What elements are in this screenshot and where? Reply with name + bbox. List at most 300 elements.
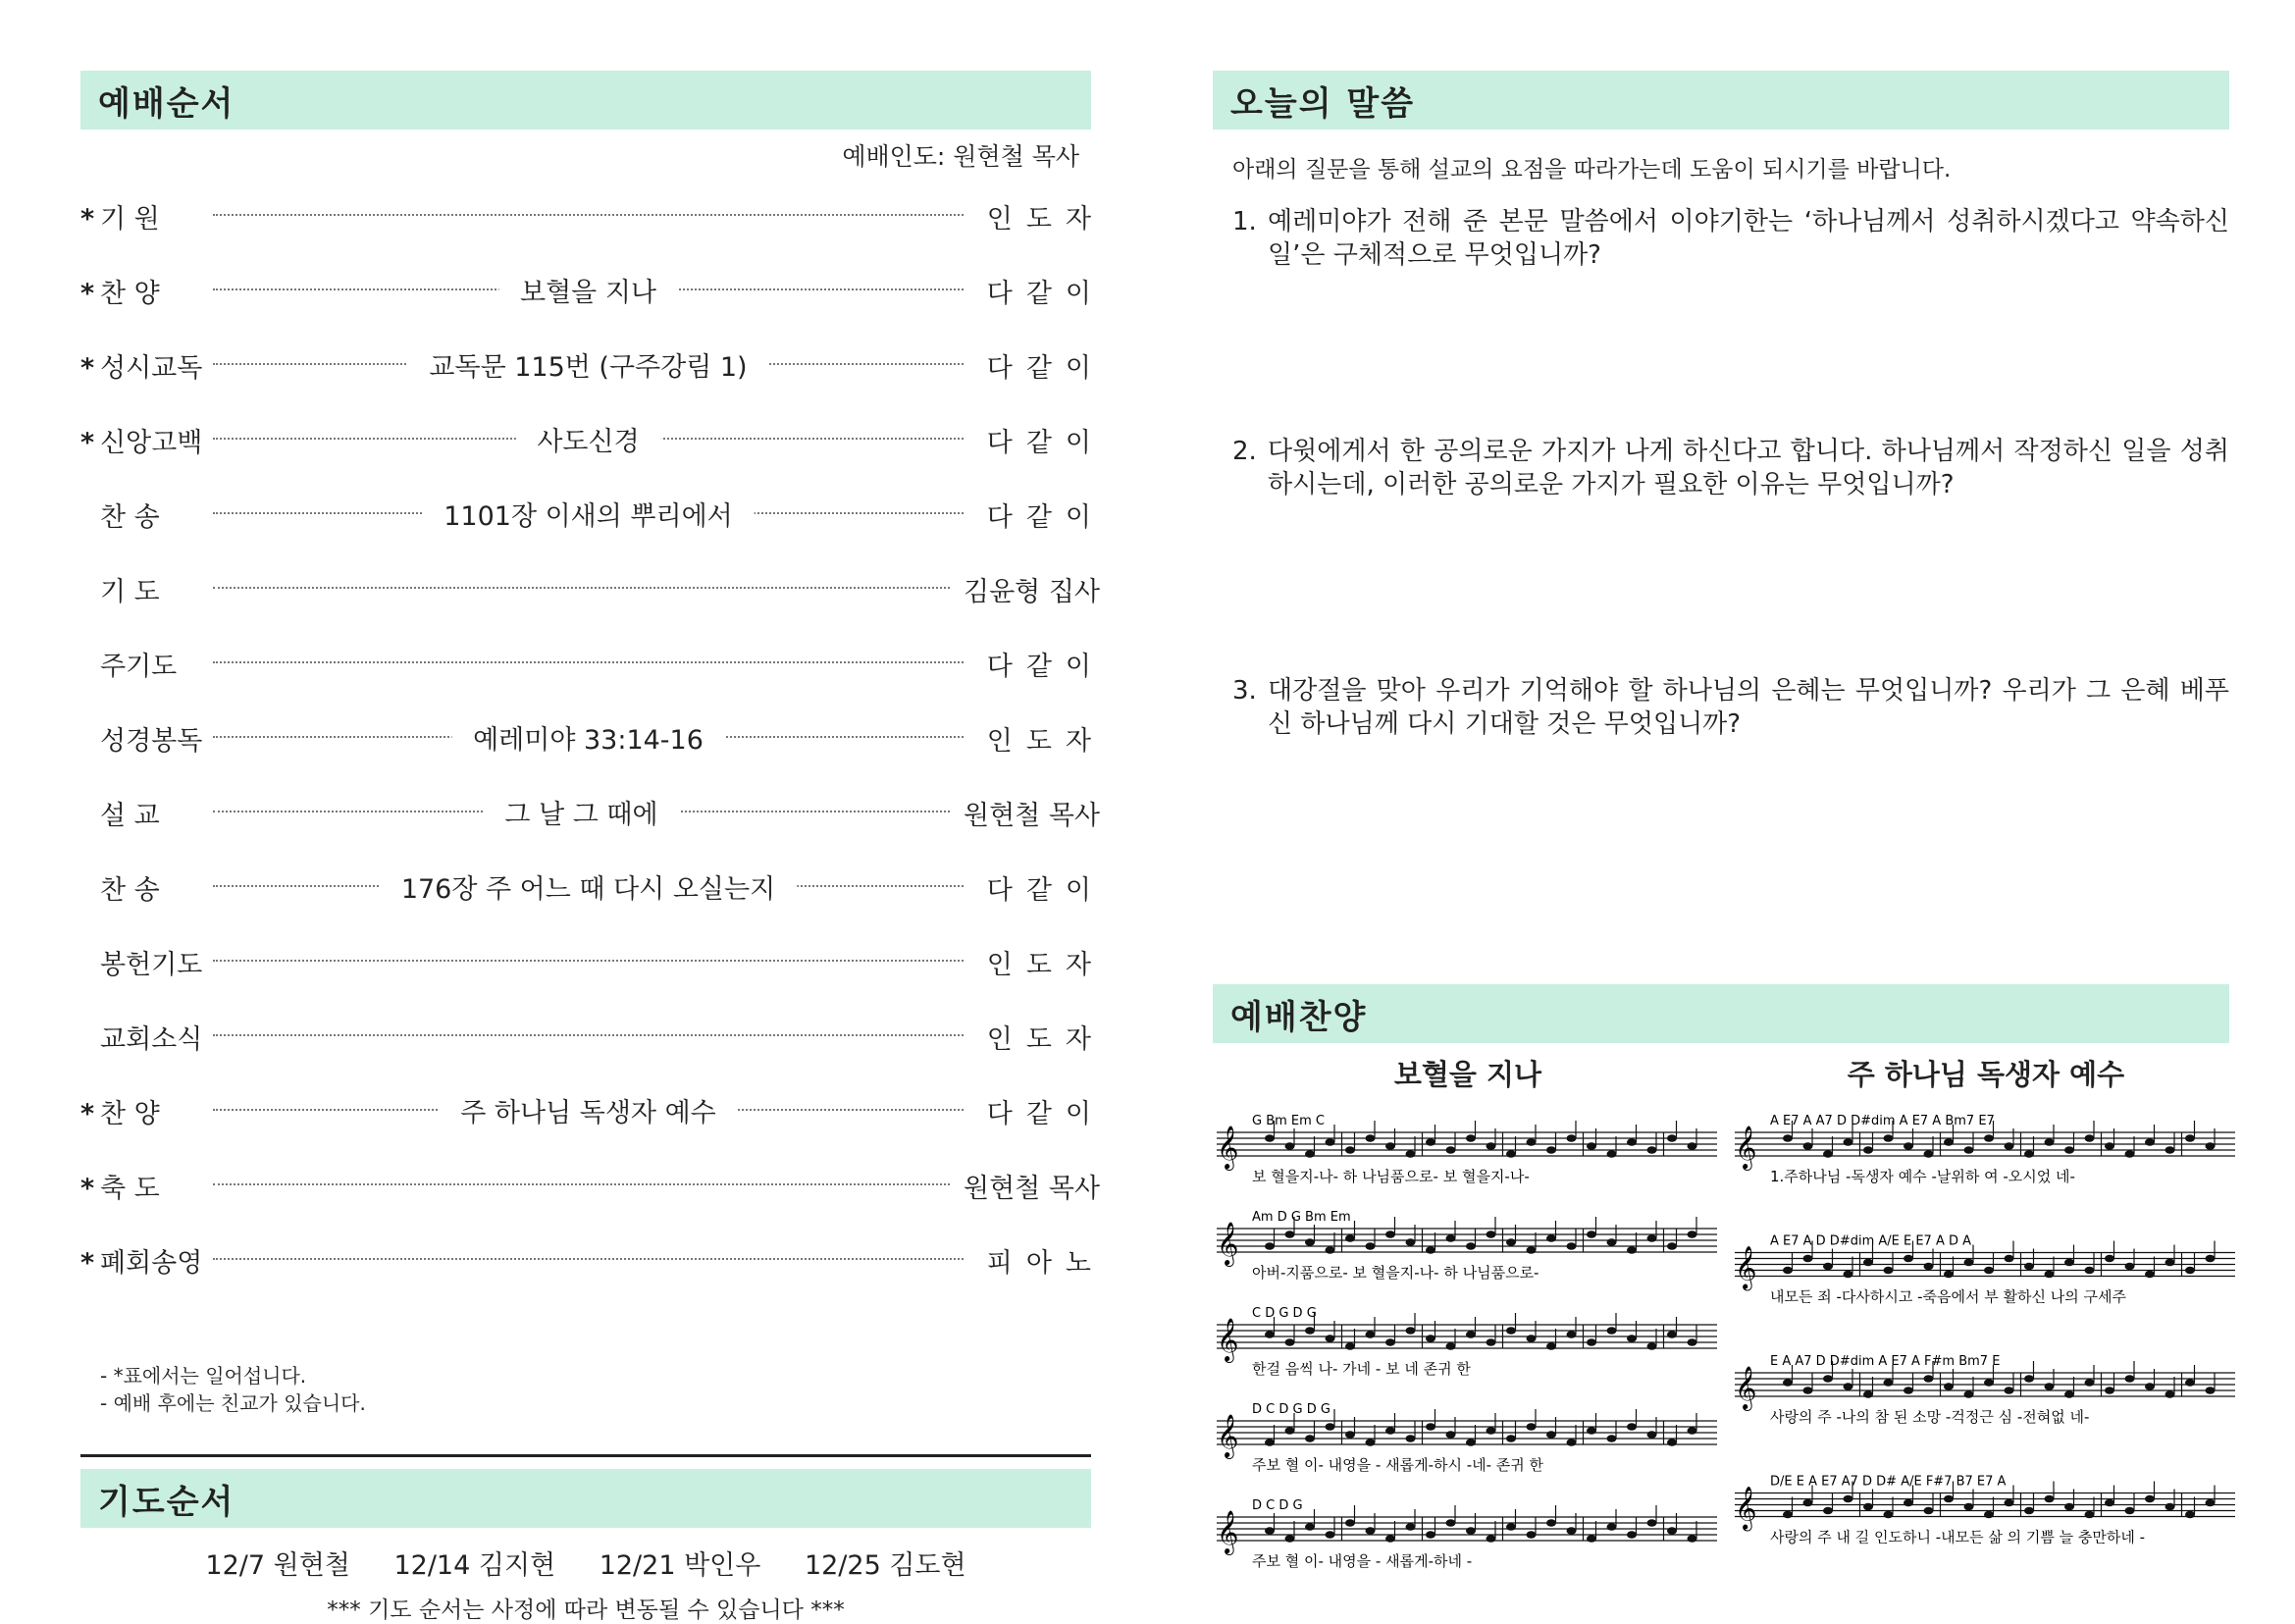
standing-mark: * xyxy=(80,427,95,458)
note-head xyxy=(1527,1335,1537,1342)
note-head xyxy=(2085,1134,2095,1142)
note-head xyxy=(1406,1523,1416,1531)
order-item-person: 다같이 xyxy=(986,651,1105,682)
note-head xyxy=(1607,1327,1617,1335)
note-head xyxy=(1647,1342,1657,1350)
dotted-leader xyxy=(213,1183,950,1187)
note-head xyxy=(2105,1142,2114,1150)
note-head xyxy=(1305,1150,1315,1158)
order-item-name: 주기도 xyxy=(100,651,178,682)
note-head xyxy=(2165,1259,2175,1267)
hymns-header: 예배찬양 xyxy=(1213,984,2229,1043)
note-head xyxy=(1904,1387,1913,1394)
note-head xyxy=(1487,1338,1496,1346)
note-head xyxy=(1527,1423,1537,1431)
note-head xyxy=(1984,1379,1994,1387)
chord-symbols: E A A7 D D#dim A E7 A F#m Bm7 E xyxy=(1770,1354,2001,1369)
order-item-detail: 주 하나님 독생자 예수 xyxy=(439,1091,738,1129)
note-head xyxy=(2045,1383,2055,1390)
note-head xyxy=(1487,1535,1496,1543)
note-head xyxy=(1326,1246,1335,1254)
note-head xyxy=(1647,1146,1657,1154)
order-item-detail: 그 날 그 때에 xyxy=(483,793,679,831)
note-head xyxy=(1487,1427,1496,1435)
treble-clef-icon: 𝄞 xyxy=(1217,1510,1239,1553)
note-head xyxy=(1823,1150,1833,1158)
note-head xyxy=(2024,1263,2034,1271)
standing-mark: * xyxy=(80,1098,95,1129)
chord-symbols: G Bm Em C xyxy=(1252,1114,1326,1128)
note-head xyxy=(1627,1531,1637,1539)
note-head xyxy=(1567,1527,1577,1535)
order-item-person: 다같이 xyxy=(986,278,1105,309)
note-standing: - *표에서는 일어섭니다. xyxy=(100,1364,307,1388)
treble-clef-icon: 𝄞 xyxy=(1217,1318,1239,1361)
note-head xyxy=(1345,1431,1355,1439)
section-divider xyxy=(80,1454,1091,1457)
note-head xyxy=(1385,1427,1395,1435)
note-head xyxy=(1863,1503,1873,1511)
question-1: 1. 예레미야가 전해 준 본문 말씀에서 이야기한는 ‘하나님께서 성취하시겠다고 약속하신 일’은 구체적으로 무엇입니까? xyxy=(1232,207,2229,270)
order-header: 예배순서 xyxy=(80,71,1091,130)
note-head xyxy=(2024,1150,2034,1158)
dotted-leader xyxy=(213,661,964,665)
note-head xyxy=(1285,1427,1295,1435)
note-head xyxy=(1366,1439,1376,1446)
note-head xyxy=(2005,1255,2014,1263)
staff-system xyxy=(1217,1210,1717,1282)
order-item-person: 다같이 xyxy=(986,501,1105,533)
note-head xyxy=(1803,1142,1813,1150)
order-row xyxy=(80,402,1105,477)
note-head xyxy=(1783,1267,1793,1275)
note-head xyxy=(1607,1523,1617,1531)
note-head xyxy=(1426,1246,1435,1254)
note-head xyxy=(2185,1134,2195,1142)
note-head xyxy=(2024,1507,2034,1515)
note-head xyxy=(2206,1387,2216,1394)
sheet-music-left xyxy=(1213,1101,1723,1582)
standing-mark: * xyxy=(80,203,95,235)
order-row xyxy=(80,1074,1105,1148)
note-head xyxy=(1823,1263,1833,1271)
note-head xyxy=(1426,1138,1435,1146)
note-head xyxy=(1607,1435,1617,1442)
note-head xyxy=(1385,1535,1395,1543)
note-head xyxy=(1587,1338,1596,1346)
staff-system xyxy=(1735,1114,2235,1185)
order-item-person: 인도자 xyxy=(986,725,1105,757)
lyrics-line: 내모든 죄 -다사하시고 -죽음에서 부 활하신 나의 구세주 xyxy=(1770,1287,2126,1306)
note-head xyxy=(2045,1138,2055,1146)
note-head xyxy=(1964,1390,1974,1398)
note-head xyxy=(1647,1234,1657,1242)
order-item-name: 봉헌기도 xyxy=(100,949,203,980)
note-head xyxy=(2145,1495,2155,1503)
note-head xyxy=(1783,1511,1793,1519)
note-head xyxy=(2125,1150,2135,1158)
order-row xyxy=(80,477,1105,551)
hymn-right xyxy=(1731,1053,2241,1582)
note-head xyxy=(1844,1138,1853,1146)
order-item-person: 인도자 xyxy=(986,949,1105,980)
note-head xyxy=(1265,1439,1275,1446)
note-head xyxy=(1446,1146,1456,1154)
lyrics-line: 주보 혈 이- 내영을 - 새롭게-하네 - xyxy=(1252,1552,1473,1570)
order-item-detail: 예레미야 33:14-16 xyxy=(451,718,725,757)
order-item-person: 원현철 목사 xyxy=(964,800,1100,831)
order-row xyxy=(80,924,1105,999)
hymn-sheets xyxy=(1213,1053,2229,1582)
order-item-person: 피아노 xyxy=(986,1247,1105,1279)
note-head xyxy=(2185,1379,2195,1387)
order-row xyxy=(80,328,1105,402)
note-head xyxy=(1426,1531,1435,1539)
note-head xyxy=(1546,1519,1556,1527)
note-head xyxy=(1823,1507,1833,1515)
note-head xyxy=(2105,1387,2114,1394)
order-item-person: 김윤형 집사 xyxy=(964,576,1100,607)
note-head xyxy=(1265,1134,1275,1142)
note-head xyxy=(2085,1379,2095,1387)
dotted-leader xyxy=(213,501,964,532)
note-head xyxy=(1884,1134,1894,1142)
order-item-name: 찬 송 xyxy=(100,874,160,906)
note-head xyxy=(1944,1271,1954,1279)
note-head xyxy=(2165,1146,2175,1154)
dotted-leader xyxy=(213,725,964,756)
hymn-right-title: 주 하나님 독생자 예수 xyxy=(1847,1058,2125,1091)
note-head xyxy=(1285,1142,1295,1150)
staff-system xyxy=(1735,1354,2235,1426)
dotted-leader xyxy=(213,800,950,830)
note-head xyxy=(2064,1390,2074,1398)
note-head xyxy=(1305,1238,1315,1246)
note-head xyxy=(1688,1142,1697,1150)
note-head xyxy=(1506,1327,1516,1335)
order-item-detail: 교독문 115번 (구주강림 1) xyxy=(407,345,768,384)
note-head xyxy=(1667,1134,1677,1142)
note-head xyxy=(1546,1234,1556,1242)
note-head xyxy=(1803,1499,1813,1507)
note-head xyxy=(1964,1503,1974,1511)
order-item-person: 다같이 xyxy=(986,1098,1105,1129)
treble-clef-icon: 𝄞 xyxy=(1735,1366,1757,1409)
note-head xyxy=(1305,1523,1315,1531)
dotted-leader xyxy=(213,1034,964,1038)
note-head xyxy=(1944,1495,1954,1503)
lyrics-line: 한걸 음씩 나- 가네 - 보 네 존귀 한 xyxy=(1252,1360,1471,1378)
note-head xyxy=(1446,1431,1456,1439)
note-head xyxy=(2045,1271,2055,1279)
order-item-name: 성경봉독 xyxy=(100,725,203,757)
order-item-name: * 축 도 xyxy=(80,1173,160,1204)
note-head xyxy=(1426,1335,1435,1342)
lyrics-line: 1.주하나님 -독생자 예수 -날위하 여 -오시었 네- xyxy=(1770,1168,2075,1185)
order-item-name: * 폐회송영 xyxy=(80,1247,203,1279)
note-head xyxy=(1385,1338,1395,1346)
note-head xyxy=(1587,1535,1596,1543)
hymn-left-title: 보혈을 지나 xyxy=(1393,1058,1542,1091)
dotted-leader xyxy=(213,587,950,591)
note-head xyxy=(1326,1138,1335,1146)
note-head xyxy=(1527,1246,1537,1254)
order-row xyxy=(80,1148,1100,1223)
prayer-header: 기도순서 xyxy=(80,1469,1091,1528)
note-head xyxy=(1326,1423,1335,1431)
order-row xyxy=(80,626,1105,701)
note-head xyxy=(1406,1435,1416,1442)
note-head xyxy=(2185,1267,2195,1275)
note-head xyxy=(1944,1383,1954,1390)
note-head xyxy=(2064,1259,2074,1267)
dotted-leader xyxy=(213,1098,964,1128)
order-item-person: 원현철 목사 xyxy=(964,1173,1100,1204)
dotted-leader xyxy=(213,874,964,905)
order-item-name: 설 교 xyxy=(100,800,160,831)
treble-clef-icon: 𝄞 xyxy=(1217,1126,1239,1169)
note-head xyxy=(2206,1255,2216,1263)
chord-symbols: D/E E A E7 A7 D D# A/E F#7 B7 E7 A xyxy=(1770,1474,2007,1490)
note-head xyxy=(1366,1134,1376,1142)
note-head xyxy=(1904,1499,1913,1507)
note-head xyxy=(1567,1439,1577,1446)
sheet-music-right xyxy=(1731,1101,2241,1582)
question-3: 3. 대강절을 맞아 우리가 기억해야 할 하나님의 은혜는 무엇입니까? 우리가 그 은혜 베푸신 하나님께 다시 기대할 것은 무엇입니까? xyxy=(1232,676,2229,739)
note-head xyxy=(1506,1150,1516,1158)
note-head xyxy=(1466,1242,1476,1250)
note-head xyxy=(2165,1503,2175,1511)
dotted-leader xyxy=(213,352,964,383)
note-head xyxy=(1863,1390,1873,1398)
word-header: 오늘의 말씀 xyxy=(1213,71,2229,130)
note-head xyxy=(1487,1142,1496,1150)
note-head xyxy=(1587,1142,1596,1150)
note-head xyxy=(2206,1142,2216,1150)
note-head xyxy=(1506,1435,1516,1442)
chord-symbols: D C D G xyxy=(1252,1498,1303,1513)
right-page xyxy=(1213,71,2229,1582)
note-head xyxy=(2045,1495,2055,1503)
note-head xyxy=(1567,1331,1577,1338)
hymn-left xyxy=(1213,1053,1723,1582)
note-head xyxy=(1688,1427,1697,1435)
note-head xyxy=(1924,1263,1934,1271)
staff-system xyxy=(1217,1114,1717,1185)
staff-system xyxy=(1217,1306,1717,1378)
note-head xyxy=(1984,1267,1994,1275)
order-item-person: 인도자 xyxy=(986,1023,1105,1055)
note-head xyxy=(2005,1499,2014,1507)
note-head xyxy=(1487,1231,1496,1238)
order-item-name: * 찬 양 xyxy=(80,1098,160,1129)
lyrics-line: 사랑의 주 -나의 참 된 소망 -걱정근 심 -전혀없 네- xyxy=(1770,1408,2090,1426)
note-head xyxy=(1627,1246,1637,1254)
note-head xyxy=(2125,1375,2135,1383)
standing-mark: * xyxy=(80,1247,95,1279)
standing-mark: * xyxy=(80,278,95,309)
left-page xyxy=(80,71,1105,1624)
standing-mark: * xyxy=(80,1173,95,1204)
note-head xyxy=(1884,1379,1894,1387)
note-head xyxy=(1366,1527,1376,1535)
note-head xyxy=(1305,1327,1315,1335)
note-head xyxy=(1446,1234,1456,1242)
note-head xyxy=(1446,1519,1456,1527)
note-head xyxy=(1863,1146,1873,1154)
note-head xyxy=(1426,1423,1435,1431)
prayer-entry: 12/14 김지현 xyxy=(393,1550,556,1581)
note-head xyxy=(1924,1150,1934,1158)
note-head xyxy=(1326,1531,1335,1539)
note-head xyxy=(1627,1138,1637,1146)
note-head xyxy=(1964,1146,1974,1154)
note-head xyxy=(2024,1375,2034,1383)
note-head xyxy=(2085,1267,2095,1275)
note-head xyxy=(1823,1375,1833,1383)
note-head xyxy=(1844,1495,1853,1503)
note-head xyxy=(1984,1511,1994,1519)
treble-clef-icon: 𝄞 xyxy=(1735,1486,1757,1530)
chord-symbols: A E7 A A7 D D#dim A E7 A Bm7 E7 xyxy=(1770,1114,1995,1128)
order-item-person: 다같이 xyxy=(986,427,1105,458)
note-head xyxy=(1546,1146,1556,1154)
note-head xyxy=(1627,1423,1637,1431)
note-head xyxy=(1326,1335,1335,1342)
note-head xyxy=(1667,1527,1677,1535)
order-item-detail: 1101장 이새의 뿌리에서 xyxy=(422,495,755,533)
chord-symbols: D C D G D G xyxy=(1252,1402,1330,1417)
word-intro: 아래의 질문을 통해 설교의 요점을 따라가는데 도움이 되시기를 바랍니다. xyxy=(1232,157,1952,183)
note-head xyxy=(1627,1335,1637,1342)
note-head xyxy=(1667,1242,1677,1250)
lyrics-line: 보 혈을지-나- 하 나님품으로- 보 혈을지-나- xyxy=(1252,1168,1530,1185)
chord-symbols: C D G D G xyxy=(1252,1306,1317,1321)
order-list xyxy=(80,179,1105,1297)
note-head xyxy=(1924,1507,1934,1515)
note-head xyxy=(1863,1259,1873,1267)
note-head xyxy=(2105,1499,2114,1507)
note-head xyxy=(1285,1338,1295,1346)
prayer-entry: 12/7 원현철 xyxy=(205,1550,350,1581)
chord-symbols: A E7 A D D#dim A/E E E7 A D A xyxy=(1770,1233,1972,1249)
note-head xyxy=(2125,1507,2135,1515)
standing-mark: * xyxy=(80,352,95,384)
treble-clef-icon: 𝄞 xyxy=(1217,1222,1239,1265)
note-head xyxy=(1546,1431,1556,1439)
note-head xyxy=(1783,1379,1793,1387)
order-row xyxy=(80,179,1105,253)
staff-system xyxy=(1217,1498,1717,1570)
note-head xyxy=(1924,1375,1934,1383)
order-item-person: 다같이 xyxy=(986,352,1105,384)
note-head xyxy=(1345,1342,1355,1350)
question-2: 2. 다윗에게서 한 공의로운 가지가 나게 하신다고 합니다. 하나님께서 작정하신 일을 성취하시는데, 이러한 공의로운 가지가 필요한 이유는 무엇입니까? xyxy=(1232,437,2229,499)
note-head xyxy=(2165,1390,2175,1398)
note-head xyxy=(1345,1234,1355,1242)
prayer-schedule xyxy=(80,1544,1091,1582)
note-head xyxy=(2105,1255,2114,1263)
lyrics-line: 주보 혈 이- 내영을 - 새롭게-하시 -네- 존귀 한 xyxy=(1252,1456,1544,1474)
note-head xyxy=(1527,1531,1537,1539)
note-head xyxy=(1305,1435,1315,1442)
chord-symbols: Am D G Bm Em xyxy=(1252,1210,1351,1225)
prayer-entry: 12/25 김도현 xyxy=(804,1550,966,1581)
order-item-name: * 성시교독 xyxy=(80,352,203,384)
note-head xyxy=(1884,1267,1894,1275)
note-head xyxy=(1647,1519,1657,1527)
staff-system xyxy=(1735,1475,2235,1546)
note-head xyxy=(2005,1387,2014,1394)
order-row xyxy=(80,775,1100,850)
note-head xyxy=(1265,1527,1275,1535)
note-head xyxy=(2145,1138,2155,1146)
note-head xyxy=(1567,1134,1577,1142)
order-item-person: 다같이 xyxy=(986,874,1105,906)
prayer-entry: 12/21 박인우 xyxy=(599,1550,761,1581)
order-item-name: * 찬 양 xyxy=(80,278,160,309)
order-item-detail: 보혈을 지나 xyxy=(498,271,678,309)
order-item-name: 기 도 xyxy=(100,576,160,607)
note-head xyxy=(2085,1511,2095,1519)
note-head xyxy=(1803,1255,1813,1263)
order-item-name: * 신앙고백 xyxy=(80,427,203,458)
note-head xyxy=(1587,1231,1596,1238)
note-head xyxy=(2145,1383,2155,1390)
note-head xyxy=(1783,1134,1793,1142)
note-head xyxy=(1546,1342,1556,1350)
dotted-leader xyxy=(213,214,964,218)
order-row xyxy=(80,253,1105,328)
note-head xyxy=(1406,1150,1416,1158)
note-head xyxy=(1466,1527,1476,1535)
note-head xyxy=(1667,1439,1677,1446)
note-head xyxy=(1265,1242,1275,1250)
staff-system xyxy=(1217,1402,1717,1474)
order-item-detail: 176장 주 어느 때 다시 오실는지 xyxy=(380,867,797,906)
note-head xyxy=(2125,1263,2135,1271)
order-row xyxy=(80,999,1105,1074)
note-head xyxy=(1345,1519,1355,1527)
note-head xyxy=(1446,1342,1456,1350)
note-head xyxy=(1844,1271,1853,1279)
note-head xyxy=(2005,1142,2014,1150)
note-head xyxy=(1647,1431,1657,1439)
note-head xyxy=(1688,1231,1697,1238)
note-head xyxy=(1527,1138,1537,1146)
note-head xyxy=(1385,1231,1395,1238)
note-head xyxy=(1607,1150,1617,1158)
dotted-leader xyxy=(213,960,964,964)
order-item-person: 인도자 xyxy=(986,203,1105,235)
note-head xyxy=(1285,1231,1295,1238)
treble-clef-icon: 𝄞 xyxy=(1217,1414,1239,1457)
note-head xyxy=(1345,1146,1355,1154)
note-head xyxy=(1506,1238,1516,1246)
note-head xyxy=(1884,1511,1894,1519)
note-head xyxy=(1904,1142,1913,1150)
order-item-detail: 사도신경 xyxy=(515,420,660,458)
note-head xyxy=(1466,1439,1476,1446)
note-head xyxy=(2185,1511,2195,1519)
order-row xyxy=(80,551,1100,626)
treble-clef-icon: 𝄞 xyxy=(1735,1245,1757,1289)
order-notes xyxy=(80,1362,1091,1417)
note-head xyxy=(1984,1134,1994,1142)
dotted-leader xyxy=(213,278,964,308)
dotted-leader xyxy=(213,427,964,457)
order-item-name: * 기 원 xyxy=(80,203,160,235)
